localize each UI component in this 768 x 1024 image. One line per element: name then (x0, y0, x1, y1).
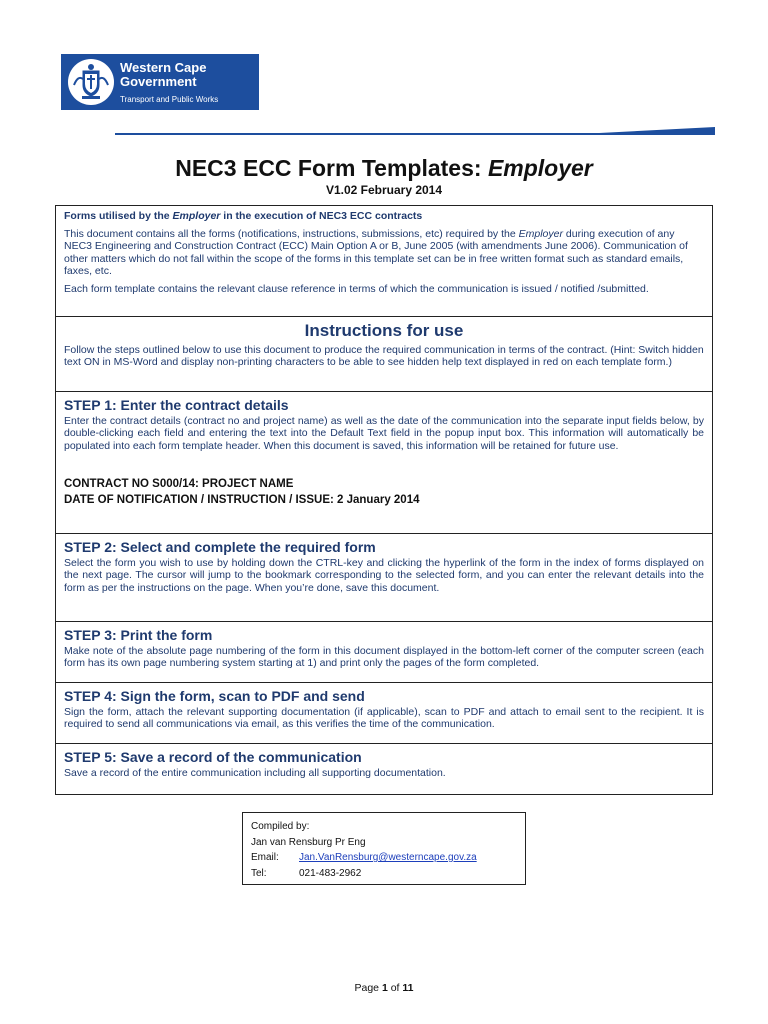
email-row (251, 850, 517, 866)
instructions-section (56, 317, 712, 392)
page-title (0, 155, 768, 182)
title-emphasis: Employer (487, 155, 593, 181)
forms-paragraph-1: This document contains all the forms (notifications, instructions, submissions, etc) required by the Employer during execution of any NEC3 Engineering and Construction Contract (ECC) Main Option A or B, June 2005 (with amendments June 2006). Communication of other matters which do not fall within the scope of the forms in this template set can be in free written format such as standard emails, faxes, etc. (64, 227, 688, 277)
document-version: V1.02 February 2014 (325, 183, 443, 197)
step-5-heading: STEP 5: Save a record of the communication (64, 749, 362, 765)
step-4-section (56, 683, 712, 744)
step-5-section (56, 744, 712, 794)
step-3-heading: STEP 3: Print the form (64, 627, 213, 643)
step-1-heading: STEP 1: Enter the contract details (64, 397, 289, 413)
compiled-label: Compiled by: (251, 821, 310, 832)
step-4-text: Sign the form, attach the relevant supporting documentation (if applicable), scan to PDF and attach to email sent to the recipient. It is required to send all communications via email, as this verifies the time of the communication. (64, 705, 704, 730)
instructions-text: Follow the steps outlined below to use this document to produce the required communication in terms of the contract. (Hint: Switch hidden text ON in MS-Word and display non-printing characters to be able to see hidden help text displayed in red on each template form.) (64, 343, 704, 368)
step-3-section (56, 622, 712, 683)
contract-number-field[interactable]: CONTRACT NO S000/14: PROJECT NAME (64, 478, 294, 490)
notification-date-field[interactable]: DATE OF NOTIFICATION / INSTRUCTION / ISSUE: 2 January 2014 (64, 494, 420, 506)
total-pages: 11 (402, 982, 414, 994)
email-link[interactable]: Jan.VanRensburg@westerncape.gov.za (299, 852, 477, 863)
step-1-text: Enter the contract details (contract no and project name) as well as the date of the communication into the separate input fields below, by double-clicking each field and entering the text into the Default Text field in the popup input box. This information will automatically be populated into each form template header. When this document is saved, this information will be retained for future use. (64, 414, 704, 452)
step-1-section (56, 392, 712, 534)
tel-label: Tel: (251, 867, 267, 879)
step-5-text: Save a record of the entire communication including all supporting documentation. (64, 766, 446, 779)
forms-section (56, 206, 712, 317)
compiled-by-box (242, 812, 526, 885)
email-label: Email: (251, 852, 279, 863)
forms-heading: Forms utilised by the Employer in the execution of NEC3 ECC contracts (64, 210, 423, 222)
step-4-heading: STEP 4: Sign the form, scan to PDF and send (64, 688, 365, 704)
tel-row (251, 866, 517, 882)
instructions-table (55, 205, 713, 795)
header-wedge (560, 127, 715, 135)
step-2-heading: STEP 2: Select and complete the required form (64, 539, 376, 555)
logo-department: Transport and Public Works (120, 94, 219, 104)
logo-line-2: Government (120, 73, 197, 89)
instructions-heading: Instructions for use (304, 321, 464, 340)
forms-paragraph-2: Each form template contains the relevant clause reference in terms of which the communication is issued / notified /submitted. (64, 282, 649, 295)
step-2-text: Select the form you wish to use by holding down the CTRL-key and clicking the hyperlink of the form in the index of forms displayed on the next page. The cursor will jump to the bookmark corresponding to the selected form, and you can enter the relevant details into the form as per the instructions on the page. When you’re done, save this document. (64, 556, 704, 594)
step-2-section (56, 534, 712, 622)
current-page: 1 (381, 982, 388, 994)
contract-details (64, 476, 704, 508)
title-main: NEC3 ECC Form Templates: (175, 155, 488, 181)
tel-value: 021-483-2962 (299, 867, 362, 879)
step-3-text: Make note of the absolute page numbering of the form in this document displayed in the bottom-left corner of the computer screen (each form has its own page numbering system starting at 1) and print only the pages of the form completed. (64, 644, 704, 669)
compiler-name: Jan van Rensburg Pr Eng (251, 836, 366, 848)
coat-of-arms-icon (66, 57, 116, 107)
logo-line-1: Western Cape (120, 59, 207, 75)
government-logo (61, 54, 259, 110)
page-number: Page 1 of 11 (354, 982, 414, 994)
